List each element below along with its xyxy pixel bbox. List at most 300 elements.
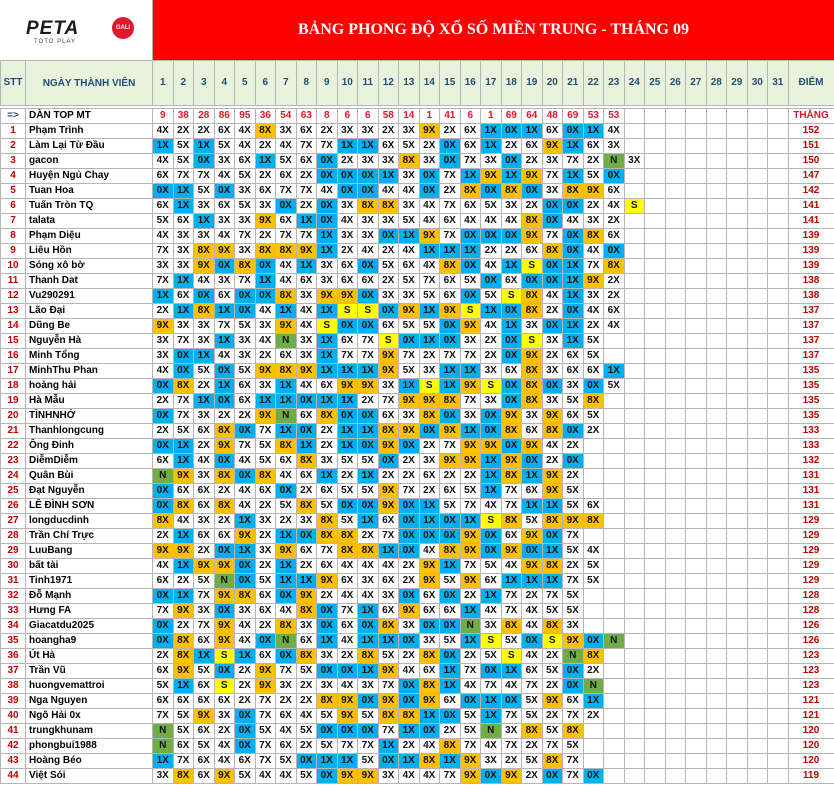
day-result: 4X [583, 304, 604, 319]
day-result: 0X [399, 589, 420, 604]
day-result: 0X [583, 379, 604, 394]
day-result: 1X [235, 514, 256, 529]
day-result: 0X [460, 259, 481, 274]
day-result: S [501, 289, 522, 304]
day-result: 0X [358, 439, 379, 454]
day-result: 6X [214, 529, 235, 544]
day-result: 5X [481, 199, 502, 214]
day-result: N [276, 634, 297, 649]
day-result: 0X [563, 304, 584, 319]
table-row [1, 409, 834, 424]
day-result: 9X [522, 439, 543, 454]
day-result [727, 739, 748, 754]
day-result: N [276, 409, 297, 424]
row-stt: 44 [1, 769, 26, 784]
day-result: 5X [276, 154, 297, 169]
day-result [604, 709, 625, 724]
day-result: 6X [522, 139, 543, 154]
day-result [624, 274, 645, 289]
day-result: 6X [173, 694, 194, 709]
day-result: 6X [337, 334, 358, 349]
day-result: 1X [419, 514, 440, 529]
day-result: 7X [276, 664, 297, 679]
day-result [604, 469, 625, 484]
day-result: 3X [296, 289, 317, 304]
day-result [604, 484, 625, 499]
day-result: 1X [153, 289, 174, 304]
day-result: 3X [194, 409, 215, 424]
day-result: 0X [358, 169, 379, 184]
day-result: 6X [153, 664, 174, 679]
day-result: 8X [501, 514, 522, 529]
top-value: 6 [358, 109, 379, 124]
day-result [624, 469, 645, 484]
day-result: 4X [522, 649, 543, 664]
day-result: 6X [173, 214, 194, 229]
day-result: 7X [276, 229, 297, 244]
day-result: 2X [563, 469, 584, 484]
row-stt: 39 [1, 694, 26, 709]
day-result: 9X [522, 559, 543, 574]
day-result: 7X [440, 199, 461, 214]
day-result: 7X [276, 184, 297, 199]
day-result: 9X [173, 469, 194, 484]
day-result [706, 394, 727, 409]
day-result: S [501, 649, 522, 664]
day-result: 4X [358, 589, 379, 604]
day-result: 1X [419, 709, 440, 724]
day-result [645, 424, 666, 439]
row-score: 131 [788, 469, 834, 484]
day-result: 3X [542, 364, 563, 379]
day-result: 6X [276, 739, 297, 754]
day-result: 0X [194, 154, 215, 169]
day-result: 3X [255, 319, 276, 334]
member-name: longducdinh [26, 514, 153, 529]
day-result: 6X [276, 169, 297, 184]
day-result: 3X [542, 154, 563, 169]
day-result: 6X [563, 694, 584, 709]
day-result: 5X [563, 604, 584, 619]
day-result [747, 394, 768, 409]
row-score: 131 [788, 499, 834, 514]
day-result: 0X [542, 259, 563, 274]
day-result: S [317, 319, 338, 334]
day-result [686, 319, 707, 334]
header-day: 25 [645, 61, 666, 106]
day-result: 1X [563, 139, 584, 154]
day-result: 2X [194, 379, 215, 394]
member-name: huongvemattroi [26, 679, 153, 694]
day-result [706, 364, 727, 379]
row-stt: 11 [1, 274, 26, 289]
day-result: 5X [604, 379, 625, 394]
row-score: 135 [788, 364, 834, 379]
day-result: 3X [214, 709, 235, 724]
day-result: 4X [276, 724, 297, 739]
day-result [727, 304, 748, 319]
day-result: 2X [399, 739, 420, 754]
day-result: 0X [522, 544, 543, 559]
day-result: 0X [501, 304, 522, 319]
day-result [645, 154, 666, 169]
day-result: 5X [337, 484, 358, 499]
day-result: 6X [563, 349, 584, 364]
day-result: 1X [194, 349, 215, 364]
top-value: 69 [501, 109, 522, 124]
day-result: 0X [399, 514, 420, 529]
day-result [624, 694, 645, 709]
day-result [706, 139, 727, 154]
top-value: 1 [419, 109, 440, 124]
day-result [665, 154, 686, 169]
day-result: 3X [153, 349, 174, 364]
day-result [686, 739, 707, 754]
day-result: 5X [173, 424, 194, 439]
day-result: 8X [173, 499, 194, 514]
day-result: 2X [153, 649, 174, 664]
day-result [665, 304, 686, 319]
day-result: 1X [563, 319, 584, 334]
day-result: 8X [604, 259, 625, 274]
day-result: 3X [194, 334, 215, 349]
day-result: 6X [214, 199, 235, 214]
day-result: 6X [214, 289, 235, 304]
day-result [727, 514, 748, 529]
day-result: 9X [276, 544, 297, 559]
day-result: 9X [214, 769, 235, 784]
day-result [768, 139, 789, 154]
day-result [706, 304, 727, 319]
day-result [583, 469, 604, 484]
day-result: 5X [542, 664, 563, 679]
day-result: 8X [235, 589, 256, 604]
day-result: 7X [501, 709, 522, 724]
day-result [645, 604, 666, 619]
header-day: 6 [255, 61, 276, 106]
day-result: 7X [235, 439, 256, 454]
day-result: N [276, 334, 297, 349]
day-result: 1X [563, 289, 584, 304]
member-name: Quân Bùi [26, 469, 153, 484]
day-result: 4X [563, 214, 584, 229]
day-result: 6X [173, 484, 194, 499]
day-result: 8X [419, 679, 440, 694]
day-result [768, 574, 789, 589]
day-result [665, 334, 686, 349]
member-name: Vu290291 [26, 289, 153, 304]
header-day: 17 [481, 61, 502, 106]
day-result: 2X [542, 679, 563, 694]
top-value [686, 109, 707, 124]
day-result [727, 769, 748, 784]
day-result: 9X [378, 349, 399, 364]
member-name: Ngô Hải 0x [26, 709, 153, 724]
day-result [727, 574, 748, 589]
day-result: 0X [276, 199, 297, 214]
day-result [768, 469, 789, 484]
day-result [727, 274, 748, 289]
day-result: 8X [173, 769, 194, 784]
day-result: 0X [440, 589, 461, 604]
day-result: 1X [194, 214, 215, 229]
day-result: 0X [358, 184, 379, 199]
top-value: 64 [522, 109, 543, 124]
day-result: 0X [337, 184, 358, 199]
day-result: 3X [378, 379, 399, 394]
table-row [1, 304, 834, 319]
header-day: 10 [337, 61, 358, 106]
day-result: 5X [399, 364, 420, 379]
day-result: 3X [399, 289, 420, 304]
day-result [624, 679, 645, 694]
day-result [706, 514, 727, 529]
top-value: 1 [481, 109, 502, 124]
day-result: 8X [419, 754, 440, 769]
day-result: 0X [440, 139, 461, 154]
day-result [604, 349, 625, 364]
day-result: 8X [522, 394, 543, 409]
day-result: 0X [337, 724, 358, 739]
day-result: 2X [522, 589, 543, 604]
day-result: 6X [214, 694, 235, 709]
top-value: 69 [563, 109, 584, 124]
day-result: 6X [542, 124, 563, 139]
row-stt: 30 [1, 559, 26, 574]
day-result [727, 199, 748, 214]
page-title: BẢNG PHONG ĐỘ XỔ SỐ MIỀN TRUNG - THÁNG 09 [153, 0, 834, 60]
day-result [645, 454, 666, 469]
day-result [706, 484, 727, 499]
day-result: 3X [399, 409, 420, 424]
day-result: 4X [337, 589, 358, 604]
day-result: 4X [358, 559, 379, 574]
day-result: 0X [501, 379, 522, 394]
day-result: 2X [276, 694, 297, 709]
day-result: 0X [399, 439, 420, 454]
day-result [645, 469, 666, 484]
day-result [747, 439, 768, 454]
day-result: 4X [317, 184, 338, 199]
day-result [645, 709, 666, 724]
day-result: 8X [542, 424, 563, 439]
day-result: 9X [399, 304, 420, 319]
day-result: 3X [419, 154, 440, 169]
day-result [727, 229, 748, 244]
day-result [686, 649, 707, 664]
day-result: 5X [153, 679, 174, 694]
day-result [686, 619, 707, 634]
day-result [727, 334, 748, 349]
day-result: 3X [235, 604, 256, 619]
row-score: 121 [788, 709, 834, 724]
table-row [1, 709, 834, 724]
day-result [645, 439, 666, 454]
day-result: 1X [399, 724, 420, 739]
day-result: 6X [153, 574, 174, 589]
day-result [624, 619, 645, 634]
day-result [727, 154, 748, 169]
day-result: 2X [563, 559, 584, 574]
day-result: 4X [419, 199, 440, 214]
day-result: 5X [563, 739, 584, 754]
header-day: 27 [686, 61, 707, 106]
day-result: 2X [583, 199, 604, 214]
day-result: 1X [173, 559, 194, 574]
day-result [665, 649, 686, 664]
day-result: 6X [378, 514, 399, 529]
row-stt: 26 [1, 499, 26, 514]
day-result: 0X [153, 634, 174, 649]
day-result: 1X [173, 454, 194, 469]
day-result: 7X [296, 184, 317, 199]
day-result [768, 169, 789, 184]
member-name: Phạm Trình [26, 124, 153, 139]
day-result [604, 739, 625, 754]
day-result [727, 679, 748, 694]
day-result: 6X [194, 769, 215, 784]
day-result: 5X [235, 319, 256, 334]
day-result [706, 694, 727, 709]
day-result [686, 709, 707, 724]
day-result: 0X [481, 664, 502, 679]
day-result: 5X [522, 754, 543, 769]
day-result [686, 694, 707, 709]
day-result [645, 274, 666, 289]
day-result [645, 724, 666, 739]
header-day: 20 [542, 61, 563, 106]
day-result: 5X [235, 169, 256, 184]
day-result: 8X [337, 544, 358, 559]
day-result: 2X [542, 349, 563, 364]
day-result [706, 769, 727, 784]
day-result [665, 664, 686, 679]
day-result [706, 439, 727, 454]
day-result [706, 604, 727, 619]
day-result: 1X [296, 574, 317, 589]
day-result [645, 364, 666, 379]
day-result: 7X [419, 274, 440, 289]
day-result: 6X [440, 484, 461, 499]
day-result: 3X [399, 619, 420, 634]
day-result [686, 634, 707, 649]
day-result [706, 589, 727, 604]
day-result: 1X [296, 259, 317, 274]
day-result: 3X [481, 394, 502, 409]
day-result [727, 469, 748, 484]
header-day: 4 [214, 61, 235, 106]
table-row [1, 184, 834, 199]
day-result: 7X [460, 739, 481, 754]
day-result: 5X [194, 739, 215, 754]
row-score: 119 [788, 769, 834, 784]
day-result: 5X [583, 409, 604, 424]
row-score: 123 [788, 664, 834, 679]
day-result: 6X [276, 709, 297, 724]
day-result [665, 199, 686, 214]
day-result [645, 304, 666, 319]
day-result: 9X [563, 514, 584, 529]
day-result: 6X [194, 424, 215, 439]
day-result: 9X [317, 574, 338, 589]
top-value: 54 [276, 109, 297, 124]
day-result: N [563, 649, 584, 664]
day-result [583, 484, 604, 499]
day-result [706, 499, 727, 514]
day-result: N [153, 724, 174, 739]
day-result: 2X [337, 244, 358, 259]
day-result: 8X [583, 229, 604, 244]
member-name: Minh Tổng [26, 349, 153, 364]
header-day: 5 [235, 61, 256, 106]
logo-subtitle: TOTO PLAY [34, 39, 77, 45]
day-result: 5X [399, 274, 420, 289]
day-result [686, 169, 707, 184]
day-result: 6X [255, 589, 276, 604]
day-result: 6X [337, 274, 358, 289]
day-result: 8X [419, 409, 440, 424]
day-result [768, 589, 789, 604]
day-result: 1X [358, 469, 379, 484]
day-result [747, 769, 768, 784]
day-result: 3X [317, 259, 338, 274]
day-result [747, 619, 768, 634]
day-result: 5X [563, 544, 584, 559]
day-result [583, 604, 604, 619]
row-score: 120 [788, 754, 834, 769]
day-result [768, 649, 789, 664]
day-result: 0X [358, 724, 379, 739]
day-result [686, 514, 707, 529]
day-result: 0X [214, 544, 235, 559]
day-result: 9X [522, 229, 543, 244]
day-result [665, 604, 686, 619]
day-result: 5X [460, 274, 481, 289]
day-result: 0X [563, 679, 584, 694]
day-result [645, 754, 666, 769]
day-result [624, 214, 645, 229]
day-result: 3X [194, 319, 215, 334]
member-name: Út Hà [26, 649, 153, 664]
day-result [747, 199, 768, 214]
day-result: 1X [419, 244, 440, 259]
day-result: 3X [173, 229, 194, 244]
day-result: 9X [296, 589, 317, 604]
day-result [686, 349, 707, 364]
day-result: 6X [501, 529, 522, 544]
day-result [747, 289, 768, 304]
day-result: 4X [481, 604, 502, 619]
day-result: 5X [317, 739, 338, 754]
day-result: 8X [522, 724, 543, 739]
row-stt: 20 [1, 409, 26, 424]
day-result: 4X [214, 229, 235, 244]
day-result: 7X [542, 229, 563, 244]
day-result: 0X [317, 154, 338, 169]
day-result: 5X [358, 484, 379, 499]
day-result: 7X [173, 394, 194, 409]
day-result [727, 364, 748, 379]
header-day: 21 [563, 61, 584, 106]
day-result [747, 424, 768, 439]
member-name: Phạm Diệu [26, 229, 153, 244]
day-result [768, 244, 789, 259]
day-result: 1X [460, 169, 481, 184]
day-result: 7X [255, 424, 276, 439]
day-result: 4X [153, 229, 174, 244]
day-result: 4X [276, 604, 297, 619]
day-result [686, 184, 707, 199]
